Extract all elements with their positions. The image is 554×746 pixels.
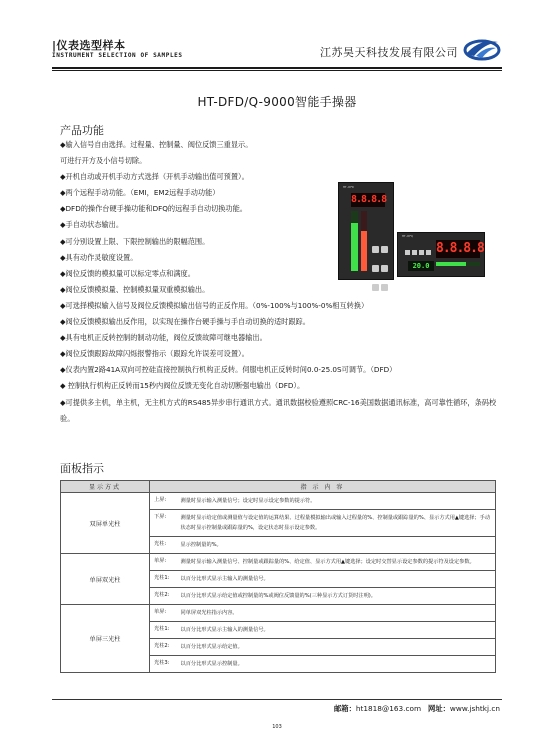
table-row — [61, 493, 496, 510]
desc-cell: 以百分比形式显示主输入的测量信号。 — [179, 622, 496, 639]
panel-indication-table — [60, 480, 496, 673]
page-number: 103 — [272, 724, 282, 730]
swoosh-logo-icon — [462, 36, 502, 62]
desc-cell: 以百分比形式显示给定值。 — [179, 639, 496, 656]
desc-cell: 显示控制量的%。 — [179, 537, 496, 554]
mode-cell: 双屏单光柱 — [61, 493, 150, 554]
table-header-row — [61, 481, 496, 493]
site-link[interactable]: www.jshtkj.cn — [449, 704, 500, 713]
catalog-en: INSTRUMENT SELECTION OF SAMPLES — [52, 52, 183, 59]
horizontal-controller-image — [397, 232, 485, 277]
desc-cell: 测量时显示输入测量信号；设定时显示设定参数的提示符。 — [179, 493, 496, 510]
desc-cell: 以百分比形式显示主输入的测量信号。 — [179, 571, 496, 588]
table-row — [61, 554, 496, 571]
feature-item: ◆开机自动或开机手动方式选择（开机手动输出值可预置）。 — [60, 172, 249, 182]
email-link[interactable]: ht1818@163.com — [355, 704, 422, 713]
sub-cell: 光柱2: — [150, 588, 179, 605]
device-label: HT-DFQ — [402, 234, 413, 238]
feature-item: ◆阀位反馈的模拟量可以标定零点和满度。 — [60, 268, 195, 278]
product-title: HT-DFD/Q-9000智能手操器 — [197, 95, 357, 109]
feature-item: ◆阀位反馈模拟量、控制模拟量双重模拟输出。 — [60, 284, 210, 294]
header-rule — [52, 67, 502, 69]
page-footer — [334, 704, 500, 714]
sub-cell: 光柱: — [150, 537, 179, 554]
main-display: 8.8.8.8 — [351, 194, 387, 205]
catalog-cn: |仪表选型样本 — [52, 39, 126, 52]
email-label: 邮箱： — [333, 704, 356, 713]
bargraph-red — [361, 211, 367, 271]
features-list — [60, 137, 500, 427]
feature-item: ◆具有动作灵敏度设置。 — [60, 252, 138, 262]
header-rule-thin — [52, 70, 502, 71]
page-header — [52, 36, 502, 66]
feature-item: ◆ 控制执行机构正反转而15秒内阀位反馈无变化自动切断强电输出（DFD）。 — [60, 381, 305, 391]
catalog-label — [52, 40, 183, 60]
mode-cell: 单屏双光柱 — [61, 554, 150, 605]
sub-display: 20.0 — [408, 261, 434, 271]
feature-item: ◆两个远程手动功能。（EMI，EM2远程手动功能） — [60, 188, 220, 198]
sub-cell: 光柱3: — [150, 656, 179, 673]
feature-item: ◆输入信号自由选择。过程量、控制量、阀位反馈三重显示。 — [60, 140, 253, 149]
table-header: 指 示 内 容 — [150, 481, 496, 493]
feature-item: ◆阀位反馈模拟输出反作用，以实现在操作台硬手操与手自动切换的适时跟踪。 — [60, 317, 310, 327]
sub-cell: 光柱2: — [150, 639, 179, 656]
feature-item: ◆可选择模拟输入信号及阀位反馈模拟输出信号的正反作用。（0%-100%与100%-0%相互转换） — [60, 300, 369, 310]
sub-cell: 单屏: — [150, 554, 179, 571]
sub-cell: 光柱1: — [150, 571, 179, 588]
sub-cell: 上屏: — [150, 493, 179, 510]
feature-item: 可进行开方及小信号切除。 — [60, 156, 147, 166]
desc-cell: 测量时显示给定值或测量值与设定值的运算结果、过程量模拟输出或输入过程量的%、控制量或跟踪量的%、显示方式用▲键选择；手动状态时显示控制量或跟踪量的%，设定状态时显示设定参数。 — [179, 510, 496, 537]
device-buttons — [404, 241, 434, 260]
feature-item: ◆DFD的操作台硬手操功能和DFQ的远程手自动切换功能。 — [60, 204, 247, 214]
feature-item: ◆具有电机正反转控制的制动功能，阀位反馈故障可继电器输出。 — [60, 333, 267, 343]
feature-item: ◆可分别设置上限、下限控制输出的限幅范围。 — [60, 236, 210, 246]
panel-heading: 面板指示 — [60, 462, 104, 475]
feature-item: ◆阀位反馈跟踪故障闪烁报警指示（跟踪允许误差可设置）。 — [60, 349, 249, 359]
feature-item: ◆可提供多主机，单主机，无主机方式的RS485异步串行通讯方式。通讯数据校验遵照CRC-16美国数据通讯标准，高可靠性循环，条码校验。 — [60, 397, 497, 423]
feature-item: ◆仪表内置2路41A双向可控硅直接控制执行机构正反转。伺服电机正反转时间0.0-25.0S可调节。（DFD） — [60, 365, 397, 375]
desc-cell: 同单屏双光柱指示内容。 — [179, 605, 496, 622]
sub-cell: 光柱1: — [150, 622, 179, 639]
site-label: 网址： — [428, 704, 450, 713]
sub-cell: 单屏: — [150, 605, 179, 622]
bargraph-green — [436, 262, 480, 266]
features-heading: 产品功能 — [60, 124, 104, 137]
desc-cell: 以百分比形式显示给定值或控制量的%或阀位反馈量的%(三种显示方式订货时注明)。 — [179, 588, 496, 605]
main-display: 8.8.8.8 — [436, 241, 484, 256]
device-buttons — [371, 239, 389, 296]
footer-rule — [52, 699, 502, 700]
bargraph-green — [351, 211, 358, 271]
desc-cell: 以百分比形式显示控制量。 — [179, 656, 496, 673]
table-row — [61, 605, 496, 622]
company-name: 江苏昊天科技发展有限公司 — [320, 46, 458, 59]
sub-cell: 下屏: — [150, 510, 179, 537]
feature-item: ◆手自动状态输出。 — [60, 220, 124, 230]
device-label: HT-DFD — [343, 185, 354, 189]
mode-cell: 单屏三光柱 — [61, 605, 150, 673]
desc-cell: 测量时显示输入测量信号、控制量或跟踪量的%、给定值、显示方式用▲键选择；设定时交替显示设定参数的提示符及设定参数。 — [179, 554, 496, 571]
vertical-controller-image — [338, 182, 394, 280]
table-header: 显示方式 — [61, 481, 150, 493]
